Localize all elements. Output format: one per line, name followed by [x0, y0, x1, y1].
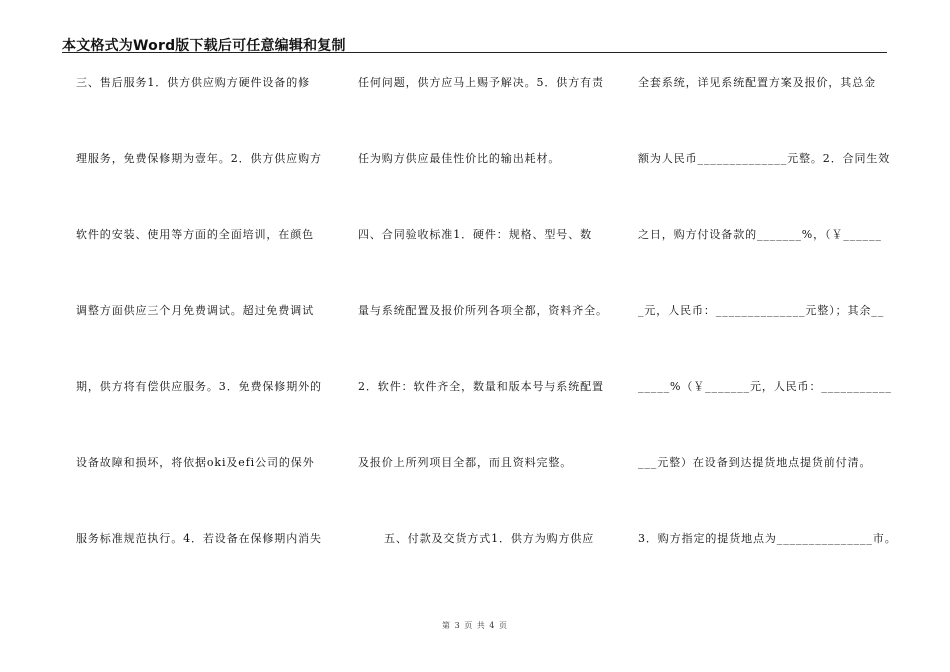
- text-line: 软件的安装、使用等方面的全面培训，在颜色: [76, 228, 314, 241]
- text-line: _元，人民币：______________元整）；其余__: [638, 304, 885, 317]
- text-line: 服务标准规范执行。4．若设备在保修期内消失: [76, 532, 322, 545]
- text-line: 设备故障和损坏，将依据oki及efi公司的保外: [76, 456, 315, 469]
- section-heading-line: 五、付款及交货方式1．供方为购方供应: [384, 532, 595, 545]
- text-line: 四、合同验收标准1．硬件：规格、型号、数: [358, 228, 592, 241]
- text-line: 期，供方将有偿供应服务。3．免费保修期外的: [76, 380, 322, 393]
- document-header-title: 本文格式为Word版下载后可任意编辑和复制: [62, 38, 346, 54]
- text-line: 2．软件：软件齐全，数量和版本号与系统配置: [358, 380, 604, 393]
- text-line: 量与系统配置及报价所列各项全都，资料齐全。: [358, 304, 608, 317]
- text-line: 额为人民币______________元整。2．合同生效: [638, 152, 891, 165]
- text-line: 3．购方指定的提货地点为_______________市。: [638, 532, 897, 545]
- text-line: 全套系统，详见系统配置方案及报价，其总金: [638, 76, 876, 89]
- header-divider: [62, 52, 887, 53]
- text-line: 任何问题，供方应马上赐予解决。5．供方有责: [358, 76, 604, 89]
- text-line: 及报价上所列项目全都，而且资料完整。: [358, 456, 573, 469]
- text-line: 理服务，免费保修期为壹年。2．供方供应购方: [76, 152, 322, 165]
- page-number-footer: 第 3 页 共 4 页: [442, 621, 508, 630]
- text-line: 任为购方供应最佳性价比的输出耗材。: [358, 152, 561, 165]
- text-line: _____%（￥_______元，人民币：___________: [638, 380, 892, 393]
- text-line: ___元整）在设备到达提货地点提货前付清。: [638, 456, 872, 469]
- text-line: 之日，购方付设备款的_______%，（￥______: [638, 228, 882, 241]
- text-line: 调整方面供应三个月免费调试。超过免费调试: [76, 304, 314, 317]
- text-line: 三、售后服务1．供方供应购方硬件设备的修: [76, 76, 310, 89]
